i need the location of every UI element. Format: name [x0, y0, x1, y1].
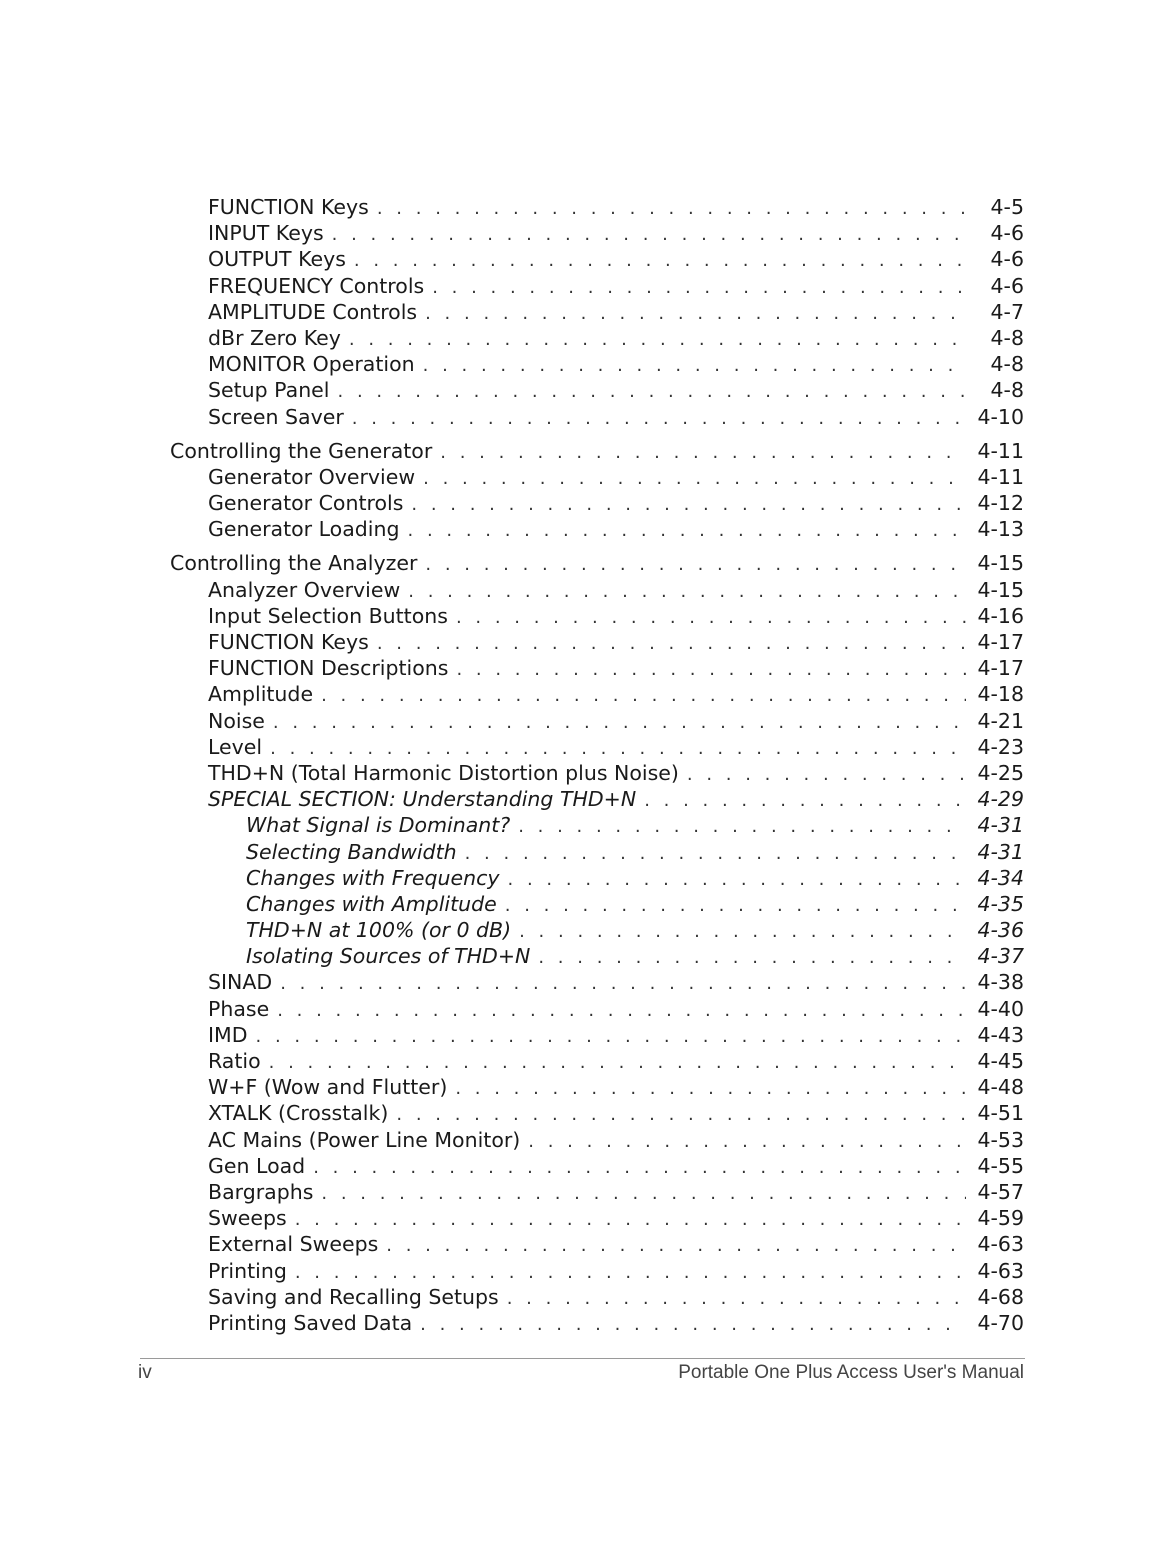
toc-entry-page: 4-36	[977, 918, 1024, 943]
toc-leader-dots	[519, 919, 966, 945]
toc-leader-dots	[277, 998, 966, 1024]
toc-entry-page: 4-31	[977, 813, 1024, 838]
toc-entry-page: 4-11	[977, 464, 1024, 489]
toc-leader-dots	[420, 1312, 966, 1338]
toc-entry-page: 4-59	[977, 1206, 1024, 1231]
toc-entry-title: IMD	[208, 1022, 248, 1047]
toc-entry[interactable]	[0, 655, 1176, 681]
toc-entry-page: 4-35	[977, 891, 1024, 916]
toc-leader-dots	[518, 814, 966, 840]
toc-entry-title: THD+N (Total Harmonic Distortion plus Noise)	[208, 760, 679, 785]
toc-entry-page: 4-6	[990, 221, 1024, 246]
footer-divider	[140, 1358, 1025, 1359]
toc-entry-title: MONITOR Operation	[208, 352, 415, 377]
toc-leader-dots	[440, 440, 966, 466]
toc-entry[interactable]	[0, 220, 1176, 246]
toc-entry[interactable]	[0, 603, 1176, 629]
toc-entry-title: Bargraphs	[208, 1179, 314, 1204]
toc-leader-dots	[425, 552, 966, 578]
toc-entry-page: 4-21	[977, 708, 1024, 733]
toc-entry[interactable]	[0, 1179, 1176, 1205]
toc-entry[interactable]	[0, 1074, 1176, 1100]
toc-leader-dots	[411, 492, 966, 518]
toc-entry-page: 4-45	[977, 1049, 1024, 1073]
toc-entry-page: 4-31	[977, 839, 1024, 864]
footer-page-number: iv	[138, 1362, 152, 1383]
toc-leader-dots	[321, 1181, 966, 1207]
toc-leader-dots	[332, 222, 966, 248]
toc-entry[interactable]	[0, 839, 1176, 865]
toc-entry[interactable]	[0, 969, 1176, 995]
toc-entry[interactable]	[0, 1205, 1176, 1231]
toc-entry-title: XTALK (Crosstalk)	[208, 1101, 389, 1126]
toc-entry-page: 4-63	[977, 1258, 1024, 1283]
toc-leader-dots	[377, 196, 966, 222]
toc-entry-title: SINAD	[208, 970, 273, 995]
toc-entry-title: Printing	[208, 1258, 287, 1283]
toc-entry-title: Controlling the Analyzer	[170, 551, 418, 576]
toc-entry[interactable]	[0, 325, 1176, 351]
toc-leader-dots	[280, 971, 966, 997]
toc-leader-dots	[273, 710, 966, 736]
toc-entry-page: 4-16	[977, 603, 1024, 628]
toc-leader-dots	[425, 301, 966, 327]
toc-entry[interactable]	[0, 917, 1176, 943]
toc-entry-title: Controlling the Generator	[170, 438, 433, 463]
toc-entry[interactable]	[0, 1231, 1176, 1257]
toc-entry-page: 4-37	[977, 944, 1024, 969]
footer-manual-title: Portable One Plus Access User's Manual	[678, 1362, 1024, 1383]
toc-entry[interactable]	[0, 577, 1176, 603]
toc-leader-dots	[423, 466, 966, 492]
toc-leader-dots	[352, 406, 966, 432]
toc-entry-title: Screen Saver	[208, 404, 344, 429]
toc-entry-title: Generator Overview	[208, 464, 416, 489]
toc-leader-dots	[505, 893, 966, 919]
toc-entry-title: W+F (Wow and Flutter)	[208, 1075, 448, 1100]
toc-entry-title: FUNCTION Keys	[208, 630, 369, 654]
toc-entry-page: 4-51	[977, 1101, 1024, 1126]
toc-entry[interactable]	[0, 681, 1176, 707]
toc-entry-title: FREQUENCY Controls	[208, 273, 425, 298]
toc-leader-dots	[507, 1286, 966, 1312]
toc-leader-dots	[455, 1076, 966, 1102]
toc-leader-dots	[313, 1155, 966, 1181]
toc-entry-title: Changes with Amplitude	[246, 891, 497, 916]
toc-entry[interactable]	[0, 464, 1176, 490]
toc-entry-page: 4-11	[977, 438, 1024, 463]
toc-entry-title: Phase	[208, 996, 270, 1021]
toc-entry-title: Generator Loading	[208, 517, 400, 542]
toc-entry[interactable]	[0, 1100, 1176, 1126]
toc-entry-title: dBr Zero Key	[208, 325, 341, 350]
toc-leader-dots	[456, 657, 966, 683]
toc-entry-page: 4-18	[977, 682, 1024, 707]
toc-entry-title: External Sweeps	[208, 1232, 379, 1257]
toc-entry[interactable]	[0, 194, 1176, 220]
toc-entry-page: 4-63	[977, 1232, 1024, 1257]
toc-entry-title: Gen Load	[208, 1153, 306, 1178]
toc-entry-page: 4-10	[977, 404, 1024, 429]
toc-entry-page: 4-29	[977, 787, 1024, 812]
toc-leader-dots	[432, 275, 966, 301]
toc-leader-dots	[377, 631, 966, 657]
toc-leader-dots	[295, 1207, 966, 1233]
toc-entry-page: 4-38	[977, 970, 1024, 995]
toc-entry[interactable]	[0, 1127, 1176, 1153]
toc-leader-dots	[386, 1233, 966, 1259]
toc-entry[interactable]	[0, 1310, 1176, 1336]
toc-entry-title: Input Selection Buttons	[208, 603, 448, 628]
toc-entry[interactable]	[0, 550, 1176, 576]
toc-entry-page: 4-6	[990, 247, 1024, 272]
toc-leader-dots	[456, 605, 966, 631]
toc-leader-dots	[408, 518, 967, 544]
toc-entry-page: 4-40	[977, 996, 1024, 1021]
toc-entry[interactable]	[0, 734, 1176, 760]
table-of-contents	[0, 194, 1176, 1336]
toc-entry[interactable]	[0, 377, 1176, 403]
toc-entry[interactable]	[0, 299, 1176, 325]
toc-entry-title: Noise	[208, 708, 265, 733]
toc-entry-title: Analyzer Overview	[208, 577, 401, 602]
toc-leader-dots	[538, 945, 966, 971]
toc-leader-dots	[270, 736, 966, 762]
toc-entry-title: Level	[208, 734, 263, 759]
toc-entry[interactable]	[0, 351, 1176, 377]
toc-entry[interactable]	[0, 996, 1176, 1022]
toc-entry-page: 4-57	[977, 1179, 1024, 1204]
toc-leader-dots	[338, 379, 967, 405]
toc-entry-page: 4-15	[977, 577, 1024, 602]
toc-entry-page: 4-8	[990, 352, 1024, 377]
toc-entry-page: 4-43	[977, 1022, 1024, 1047]
toc-entry-title: Saving and Recalling Setups	[208, 1284, 499, 1309]
toc-entry-title: What Signal is Dominant?	[246, 813, 511, 838]
toc-entry-title: Generator Controls	[208, 491, 404, 516]
toc-leader-dots	[408, 579, 966, 605]
toc-entry-title: Selecting Bandwidth	[246, 839, 457, 864]
toc-entry-page: 4-15	[977, 551, 1024, 576]
toc-entry-title: Changes with Frequency	[246, 865, 500, 890]
toc-entry-page: 4-48	[977, 1075, 1024, 1100]
toc-entry-page: 4-17	[977, 630, 1024, 654]
toc-entry-page: 4-34	[977, 865, 1024, 890]
toc-entry[interactable]	[0, 786, 1176, 812]
toc-entry-page: 4-68	[977, 1284, 1024, 1309]
toc-leader-dots	[465, 841, 966, 867]
toc-entry[interactable]	[0, 865, 1176, 891]
toc-entry-title: OUTPUT Keys	[208, 247, 346, 272]
toc-entry[interactable]	[0, 1284, 1176, 1310]
toc-leader-dots	[508, 867, 966, 893]
toc-entry[interactable]	[0, 1048, 1176, 1074]
toc-entry[interactable]	[0, 760, 1176, 786]
toc-entry[interactable]	[0, 246, 1176, 272]
toc-entry-title: AC Mains (Power Line Monitor)	[208, 1127, 521, 1152]
toc-entry-title: Amplitude	[208, 682, 314, 707]
toc-entry-title: Isolating Sources of THD+N	[246, 944, 531, 969]
toc-entry-title: THD+N at 100% (or 0 dB)	[246, 918, 512, 943]
toc-entry[interactable]	[0, 629, 1176, 655]
toc-leader-dots	[354, 248, 966, 274]
toc-entry[interactable]	[0, 891, 1176, 917]
toc-entry-title: Sweeps	[208, 1206, 287, 1231]
toc-leader-dots	[644, 788, 966, 814]
toc-entry-page: 4-55	[977, 1153, 1024, 1178]
toc-leader-dots	[349, 327, 966, 353]
toc-entry-page: 4-7	[990, 299, 1024, 324]
toc-entry[interactable]	[0, 273, 1176, 299]
toc-entry-page: 4-23	[977, 734, 1024, 759]
toc-entry-page: 4-25	[977, 760, 1024, 785]
toc-entry-title: Printing Saved Data	[208, 1310, 413, 1335]
toc-entry[interactable]	[0, 1153, 1176, 1179]
toc-leader-dots	[528, 1129, 966, 1155]
toc-entry-page: 4-70	[977, 1310, 1024, 1335]
toc-entry[interactable]	[0, 1022, 1176, 1048]
toc-entry-page: 4-12	[977, 491, 1024, 516]
toc-entry-title: INPUT Keys	[208, 221, 324, 246]
toc-leader-dots	[396, 1102, 966, 1128]
toc-leader-dots	[269, 1050, 966, 1076]
toc-entry[interactable]	[0, 404, 1176, 430]
toc-leader-dots	[256, 1024, 966, 1050]
toc-entry[interactable]	[0, 943, 1176, 969]
toc-leader-dots	[295, 1260, 966, 1286]
toc-entry-page: 4-53	[977, 1127, 1024, 1152]
toc-entry-title: SPECIAL SECTION: Understanding THD+N	[208, 787, 637, 812]
toc-entry[interactable]	[0, 490, 1176, 516]
toc-entry-title: Ratio	[208, 1049, 261, 1073]
toc-entry-page: 4-6	[990, 273, 1024, 298]
toc-entry-page: 4-17	[977, 656, 1024, 681]
toc-entry[interactable]	[0, 708, 1176, 734]
toc-entry-page: 4-13	[977, 517, 1024, 542]
toc-entry[interactable]	[0, 438, 1176, 464]
toc-leader-dots	[687, 762, 966, 788]
toc-entry-title: FUNCTION Descriptions	[208, 656, 449, 681]
toc-entry[interactable]	[0, 1258, 1176, 1284]
toc-leader-dots	[321, 683, 966, 709]
toc-entry-page: 4-5	[990, 195, 1024, 219]
toc-entry[interactable]	[0, 516, 1176, 542]
toc-entry[interactable]	[0, 812, 1176, 838]
toc-entry-page: 4-8	[990, 378, 1024, 403]
toc-entry-page: 4-8	[990, 325, 1024, 350]
toc-leader-dots	[423, 353, 966, 379]
toc-entry-title: AMPLITUDE Controls	[208, 299, 418, 324]
toc-entry-title: Setup Panel	[208, 378, 330, 403]
toc-entry-title: FUNCTION Keys	[208, 195, 369, 219]
